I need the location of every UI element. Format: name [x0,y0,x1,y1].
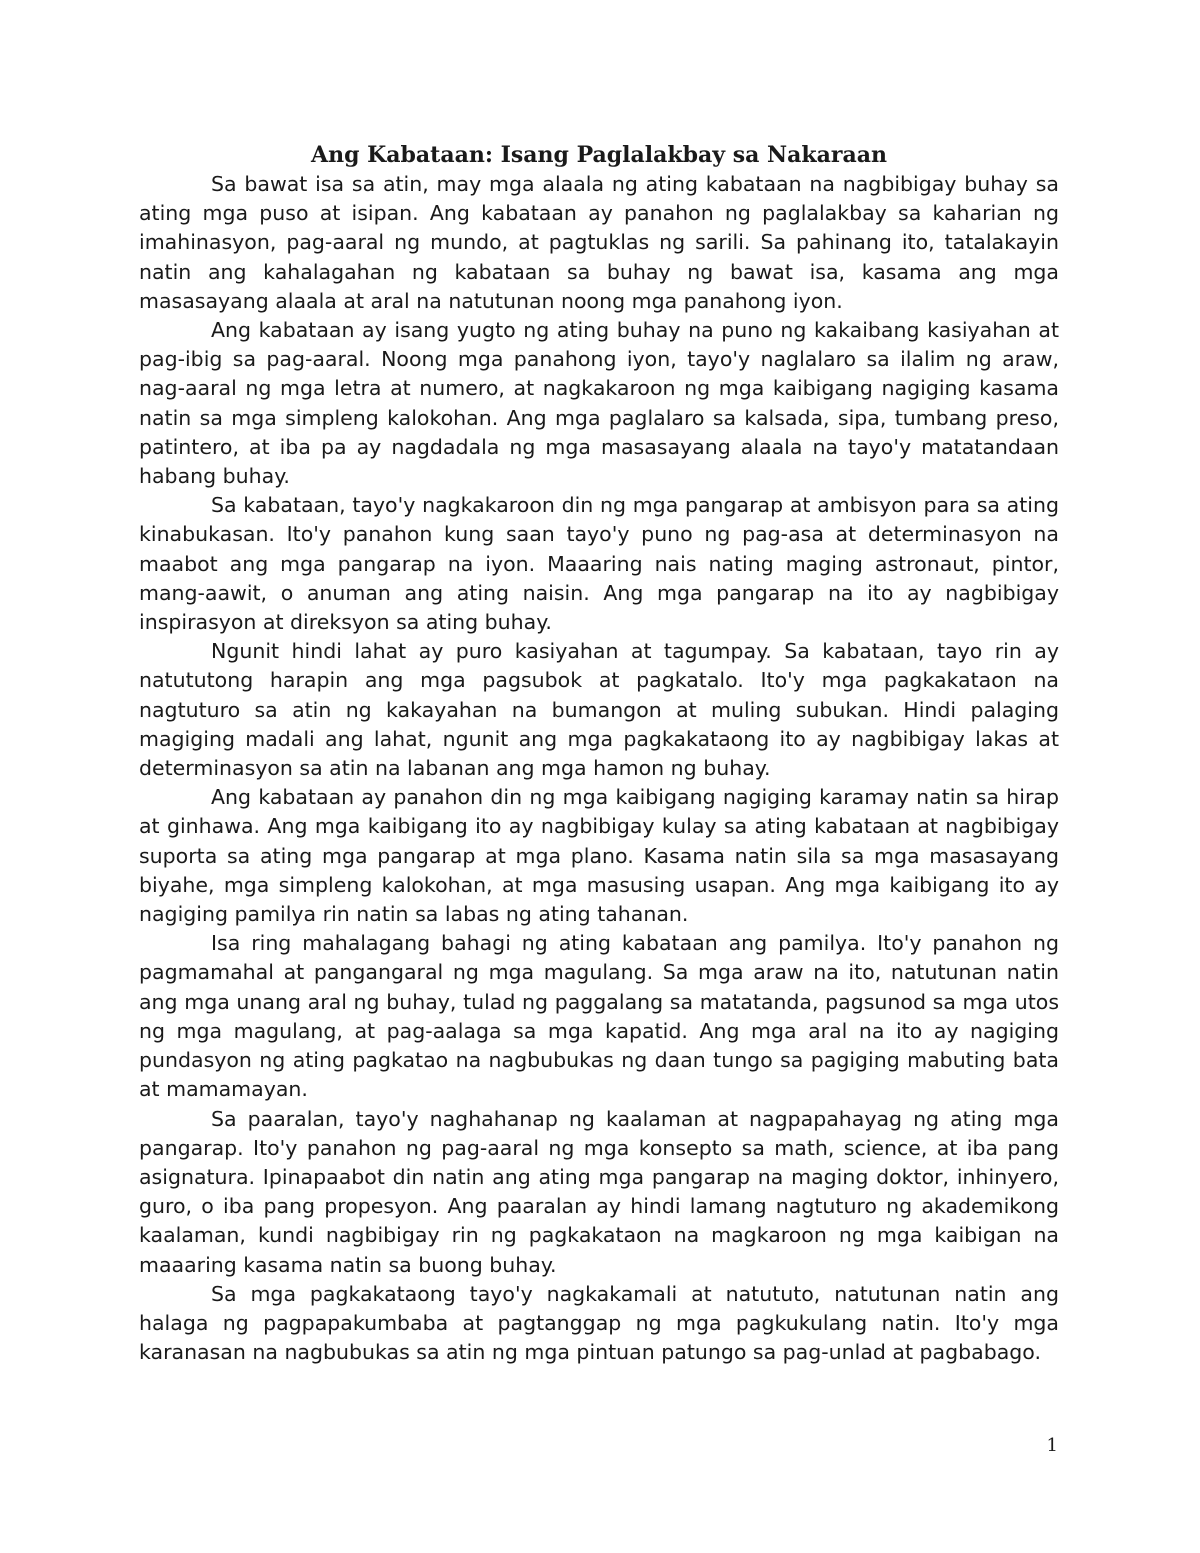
paragraph-6: Isa ring mahalagang bahagi ng ating kabataan ang pamilya. Ito'y panahon ng pagmamahal at pangangaral ng mga magulang. Sa mga araw na ito, natutunan natin ang mga unang aral ng buhay, tulad ng paggalang sa matatanda, pagsunod sa mga utos ng mga magulang, at pag-aalaga sa mga kapatid. Ang mga aral na ito ay nagiging pundasyon ng ating pagkatao na nagbubukas ng daan tungo sa pagiging mabuting bata at mamamayan. [139,931,1059,1102]
document-title: Ang Kabataan: Isang Paglalakbay sa Nakaraan [311,142,887,168]
document-body [139,140,1059,1367]
paragraph-3: Sa kabataan, tayo'y nagkakaroon din ng mga pangarap at ambisyon para sa ating kinabukasan. Ito'y panahon kung saan tayo'y puno ng pag-asa at determinasyon na maabot ang mga pangarap na iyon. Maaaring nais nating maging astronaut, pintor, mang-aawit, o anuman ang ating naisin. Ang mga pangarap na ito ay nagbibigay inspirasyon at direksyon sa ating buhay. [139,493,1059,635]
paragraph-7: Sa paaralan, tayo'y naghahanap ng kaalaman at nagpapahayag ng ating mga pangarap. Ito'y panahon ng pag-aaral ng mga konsepto sa math, science, at iba pang asignatura. Ipinapaabot din natin ang ating mga pangarap na maging doktor, inhinyero, guro, o iba pang propesyon. Ang paaralan ay hindi lamang nagtuturo ng akademikong kaalaman, kundi nagbibigay rin ng pagkakataon na magkaroon ng mga kaibigan na maaaring kasama natin sa buong buhay. [139,1106,1059,1277]
paragraph-4: Ngunit hindi lahat ay puro kasiyahan at tagumpay. Sa kabataan, tayo rin ay natututong harapin ang mga pagsubok at pagkatalo. Ito'y mga pagkakataon na nagtuturo sa atin ng kakayahan na bumangon at muling subukan. Hindi palaging magiging madali ang lahat, ngunit ang mga pagkakataong ito ay nagbibigay lakas at determinasyon sa atin na labanan ang mga hamon ng buhay. [139,639,1059,781]
paragraph-1: Sa bawat isa sa atin, may mga alaala ng ating kabataan na nagbibigay buhay sa ating mga puso at isipan. Ang kabataan ay panahon ng paglalakbay sa kaharian ng imahinasyon, pag-aaral ng mundo, at pagtuklas ng sarili. Sa pahinang ito, tatalakayin natin ang kahalagahan ng kabataan sa buhay ng bawat isa, kasama ang mga masasayang alaala at aral na natutunan noong mga panahong iyon. [139,172,1059,313]
paragraph-8: Sa mga pagkakataong tayo'y nagkakamali at natututo, natutunan natin ang halaga ng pagpapakumbaba at pagtanggap ng mga pagkukulang natin. Ito'y mga karanasan na nagbubukas sa atin ng mga pintuan patungo sa pag-unlad at pagbabago. [139,1281,1059,1365]
paragraph-5: Ang kabataan ay panahon din ng mga kaibigang nagiging karamay natin sa hirap at ginhawa. Ang mga kaibigang ito ay nagbibigay kulay sa ating kabataan at nagbibigay suporta sa ating mga pangarap at mga plano. Kasama natin sila sa mga masasayang biyahe, mga simpleng kalokohan, at mga masusing usapan. Ang mga kaibigang ito ay nagiging pamilya rin natin sa labas ng ating tahanan. [139,785,1059,927]
page-number: 1 [1046,1435,1058,1456]
paragraph-2: Ang kabataan ay isang yugto ng ating buhay na puno ng kakaibang kasiyahan at pag-ibig sa pag-aaral. Noong mga panahong iyon, tayo'y naglalaro sa ilalim ng araw, nag-aaral ng mga letra at numero, at nagkakaroon ng mga kaibigang nagiging kasama natin sa mga simpleng kalokohan. Ang mga paglalaro sa kalsada, sipa, tumbang preso, patintero, at iba pa ay nagdadala ng mga masasayang alaala na tayo'y matatandaan habang buhay. [139,318,1059,489]
